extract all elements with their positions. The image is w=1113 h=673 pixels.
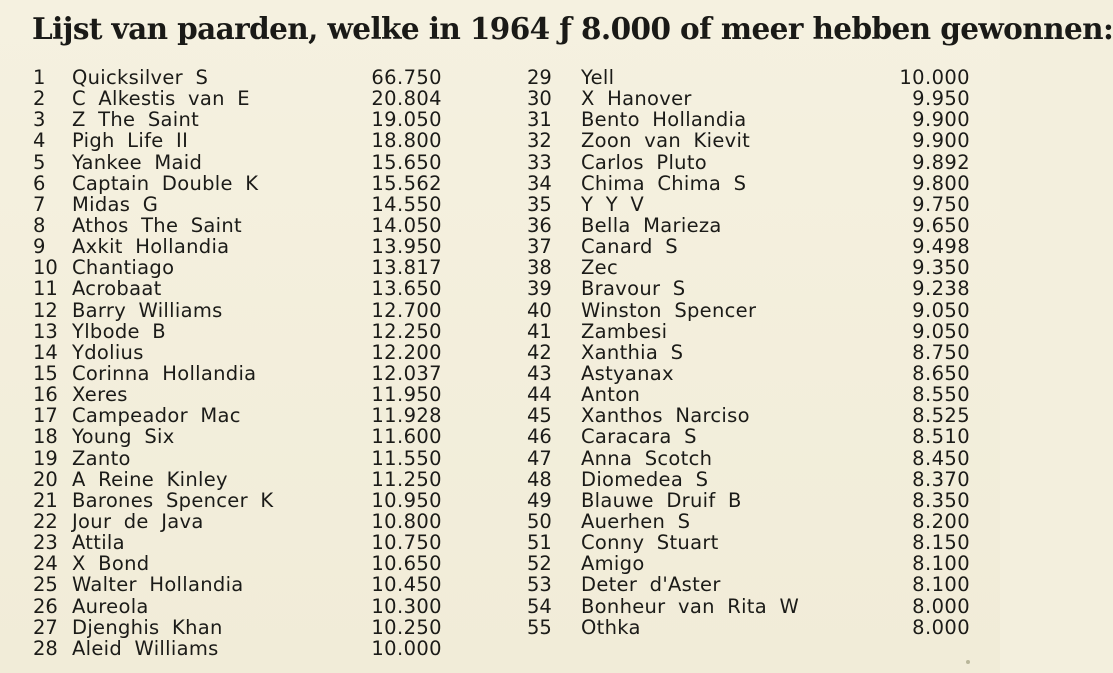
horse-rank: 11: [33, 277, 58, 301]
horse-name: Campeador Mac: [72, 404, 241, 428]
horse-row: [520, 488, 970, 512]
horse-winnings: 9.950: [912, 87, 970, 111]
horse-winnings: 12.700: [371, 298, 442, 322]
horse-rank: 54: [527, 594, 552, 618]
horse-row: [520, 340, 970, 364]
horse-rank: 35: [527, 192, 552, 216]
horse-row: [0, 300, 470, 321]
horse-winnings: 8.650: [912, 361, 970, 385]
horse-winnings: 10.000: [899, 66, 970, 89]
horse-row: [0, 215, 470, 236]
horse-rank: 48: [527, 467, 552, 491]
horse-winnings: 8.100: [912, 573, 970, 597]
horse-rank: 31: [527, 108, 552, 132]
horse-rank: 49: [527, 488, 552, 512]
horse-row: [520, 531, 970, 555]
horse-winnings: 9.050: [912, 319, 970, 343]
horse-row: [520, 235, 970, 259]
horse-row: [0, 638, 470, 659]
horse-row: [0, 596, 470, 617]
horse-rank: 36: [527, 213, 552, 237]
horse-rank: 13: [33, 319, 58, 343]
horse-winnings: 10.950: [371, 488, 442, 512]
horse-rank: 38: [527, 256, 552, 280]
horse-row: [520, 361, 970, 385]
horse-row: [520, 213, 970, 237]
horse-rank: 51: [527, 531, 552, 555]
horse-rank: 50: [527, 509, 552, 533]
horse-row: [520, 573, 970, 597]
horse-row: [0, 152, 470, 173]
horse-row: [520, 277, 970, 301]
horse-winnings: 9.238: [912, 277, 970, 301]
horse-row: [0, 173, 470, 194]
horse-rank: 26: [33, 594, 58, 618]
horse-rank: 30: [527, 87, 552, 111]
horse-row: [520, 467, 970, 491]
horse-rank: 5: [33, 150, 46, 174]
horse-name: Caracara S: [581, 425, 697, 449]
horse-winnings: 8.000: [912, 594, 970, 618]
horse-rank: 2: [33, 87, 46, 111]
horse-name: Deter d'Aster: [581, 573, 721, 597]
horse-winnings: 10.750: [371, 531, 442, 555]
horse-name: Aleid Williams: [72, 636, 219, 660]
horse-name: Carlos Pluto: [581, 150, 707, 174]
horse-winnings: 10.650: [371, 552, 442, 576]
horse-row: [520, 383, 970, 407]
horse-winnings: 8.150: [912, 531, 970, 555]
horse-rank: 42: [527, 340, 552, 364]
horse-row: [520, 509, 970, 533]
horse-rank: 25: [33, 573, 58, 597]
horse-row: [520, 425, 970, 449]
horse-row: [520, 171, 970, 195]
horse-rank: 19: [33, 446, 58, 470]
horse-name: Axkit Hollandia: [72, 235, 230, 259]
horse-name: Bella Marieza: [581, 213, 722, 237]
horse-row: [520, 446, 970, 470]
horse-rank: 8: [33, 213, 46, 237]
horse-row: [0, 384, 470, 405]
horse-rank: 37: [527, 235, 552, 259]
horse-rank: 3: [33, 108, 46, 132]
horse-rank: 1: [33, 66, 46, 89]
horse-name: Acrobaat: [72, 277, 162, 301]
horse-winnings: 9.050: [912, 298, 970, 322]
horse-name: Astyanax: [581, 361, 674, 385]
paper-speck: [966, 660, 970, 664]
horse-name: Xanthos Narciso: [581, 404, 750, 428]
horse-winnings: 11.950: [371, 383, 442, 407]
horse-row: [520, 129, 970, 153]
horse-winnings: 8.750: [912, 340, 970, 364]
horse-list-right-column: [520, 66, 970, 639]
horse-rank: 22: [33, 509, 58, 533]
horse-name: Young Six: [72, 425, 175, 449]
horse-rank: 34: [527, 171, 552, 195]
horse-row: [0, 617, 470, 638]
horse-row: [0, 194, 470, 215]
horse-rank: 15: [33, 361, 58, 385]
horse-name: Xeres: [72, 383, 128, 407]
horse-name: Aureola: [72, 594, 149, 618]
horse-winnings: 11.250: [371, 467, 442, 491]
horse-name: Corinna Hollandia: [72, 361, 257, 385]
horse-name: Zanto: [72, 446, 131, 470]
horse-name: Athos The Saint: [72, 213, 243, 237]
horse-winnings: 11.550: [371, 446, 442, 470]
horse-winnings: 15.562: [371, 171, 442, 195]
horse-row: [0, 532, 470, 553]
horse-name: X Hanover: [581, 87, 692, 111]
horse-name: Barones Spencer K: [72, 488, 274, 512]
horse-winnings: 9.800: [912, 171, 970, 195]
horse-row: [0, 236, 470, 257]
horse-rank: 17: [33, 404, 58, 428]
horse-winnings: 15.650: [371, 150, 442, 174]
horse-winnings: 19.050: [371, 108, 442, 132]
horse-rank: 21: [33, 488, 58, 512]
horse-rank: 29: [527, 66, 552, 89]
horse-winnings: 8.350: [912, 488, 970, 512]
horse-name: Othka: [581, 615, 641, 639]
horse-winnings: 8.200: [912, 509, 970, 533]
horse-row: [520, 552, 970, 576]
horse-row: [520, 108, 970, 132]
horse-winnings: 8.510: [912, 425, 970, 449]
horse-winnings: 20.804: [371, 87, 442, 111]
horse-winnings: 11.928: [371, 404, 442, 428]
horse-row: [0, 278, 470, 299]
horse-rank: 18: [33, 425, 58, 449]
horse-winnings: 8.525: [912, 404, 970, 428]
horse-name: A Reine Kinley: [72, 467, 228, 491]
horse-winnings: 10.300: [371, 594, 442, 618]
horse-rank: 27: [33, 615, 58, 639]
horse-winnings: 9.900: [912, 108, 970, 132]
horse-rank: 44: [527, 383, 552, 407]
horse-name: Chantiago: [72, 256, 175, 280]
horse-rank: 33: [527, 150, 552, 174]
horse-winnings: 9.350: [912, 256, 970, 280]
horse-rank: 14: [33, 340, 58, 364]
horse-row: [0, 130, 470, 151]
horse-winnings: 13.650: [371, 277, 442, 301]
page-title: Lijst van paarden, welke in 1964 ƒ 8.000 of meer hebben gewonnen:: [32, 11, 1113, 46]
horse-name: Anna Scotch: [581, 446, 713, 470]
horse-winnings: 8.370: [912, 467, 970, 491]
horse-list-left-column: [0, 67, 470, 659]
horse-winnings: 11.600: [371, 425, 442, 449]
horse-row: [520, 319, 970, 343]
horse-winnings: 9.750: [912, 192, 970, 216]
horse-row: [0, 405, 470, 426]
horse-winnings: 10.450: [371, 573, 442, 597]
horse-rank: 39: [527, 277, 552, 301]
horse-row: [0, 490, 470, 511]
horse-row: [0, 342, 470, 363]
horse-row: [0, 257, 470, 278]
horse-winnings: 10.000: [371, 636, 442, 660]
horse-name: Walter Hollandia: [72, 573, 244, 597]
horse-row: [0, 363, 470, 384]
horse-row: [520, 150, 970, 174]
horse-winnings: 10.250: [371, 615, 442, 639]
horse-row: [0, 321, 470, 342]
horse-winnings: 66.750: [371, 66, 442, 89]
horse-name: Z The Saint: [72, 108, 200, 132]
horse-winnings: 14.550: [371, 192, 442, 216]
horse-name: Yell: [581, 66, 615, 89]
horse-winnings: 9.900: [912, 129, 970, 153]
horse-name: Ylbode B: [72, 319, 166, 343]
horse-row: [0, 511, 470, 532]
horse-rank: 24: [33, 552, 58, 576]
horse-row: [520, 87, 970, 111]
horse-name: Ydolius: [72, 340, 144, 364]
horse-winnings: 13.817: [371, 256, 442, 280]
horse-name: Auerhen S: [581, 509, 691, 533]
horse-name: Xanthia S: [581, 340, 684, 364]
horse-name: Midas G: [72, 192, 159, 216]
horse-name: Diomedea S: [581, 467, 709, 491]
horse-rank: 28: [33, 636, 58, 660]
horse-winnings: 9.498: [912, 235, 970, 259]
horse-name: Bravour S: [581, 277, 686, 301]
horse-rank: 40: [527, 298, 552, 322]
horse-rank: 7: [33, 192, 46, 216]
horse-rank: 20: [33, 467, 58, 491]
horse-name: Zambesi: [581, 319, 668, 343]
horse-rank: 9: [33, 235, 46, 259]
horse-rank: 46: [527, 425, 552, 449]
horse-name: C Alkestis van E: [72, 87, 250, 111]
horse-name: Bonheur van Rita W: [581, 594, 800, 618]
horse-row: [0, 109, 470, 130]
horse-row: [520, 615, 970, 639]
horse-rank: 32: [527, 129, 552, 153]
horse-name: Captain Double K: [72, 171, 259, 195]
horse-winnings: 10.800: [371, 509, 442, 533]
horse-rank: 47: [527, 446, 552, 470]
horse-row: [520, 404, 970, 428]
horse-winnings: 9.892: [912, 150, 970, 174]
horse-name: Zec: [581, 256, 618, 280]
horse-rank: 23: [33, 531, 58, 555]
horse-winnings: 13.950: [371, 235, 442, 259]
horse-row: [0, 426, 470, 447]
horse-name: Jour de Java: [72, 509, 204, 533]
horse-row: [520, 298, 970, 322]
horse-row: [520, 66, 970, 89]
horse-rank: 10: [33, 256, 58, 280]
horse-name: Djenghis Khan: [72, 615, 223, 639]
horse-row: [0, 448, 470, 469]
horse-name: Amigo: [581, 552, 645, 576]
horse-name: Anton: [581, 383, 641, 407]
horse-name: Attila: [72, 531, 125, 555]
horse-winnings: 12.037: [371, 361, 442, 385]
horse-name: Quicksilver S: [72, 66, 209, 89]
horse-rank: 16: [33, 383, 58, 407]
horse-row: [0, 553, 470, 574]
horse-name: Blauwe Druif B: [581, 488, 742, 512]
horse-name: Conny Stuart: [581, 531, 719, 555]
horse-row: [0, 67, 470, 88]
horse-name: Barry Williams: [72, 298, 223, 322]
horse-winnings: 9.650: [912, 213, 970, 237]
horse-rank: 12: [33, 298, 58, 322]
horse-winnings: 12.200: [371, 340, 442, 364]
horse-winnings: 12.250: [371, 319, 442, 343]
horse-rank: 45: [527, 404, 552, 428]
horse-rank: 6: [33, 171, 46, 195]
horse-name: Canard S: [581, 235, 678, 259]
horse-name: Zoon van Kievit: [581, 129, 751, 153]
horse-rank: 41: [527, 319, 552, 343]
horse-name: Yankee Maid: [72, 150, 203, 174]
horse-winnings: 14.050: [371, 213, 442, 237]
horse-name: Y Y V: [581, 192, 645, 216]
horse-winnings: 18.800: [371, 129, 442, 153]
horse-rank: 4: [33, 129, 46, 153]
horse-name: Pigh Life II: [72, 129, 189, 153]
horse-rank: 53: [527, 573, 552, 597]
horse-rank: 52: [527, 552, 552, 576]
horse-name: X Bond: [72, 552, 150, 576]
horse-winnings: 8.000: [912, 615, 970, 639]
horse-name: Bento Hollandia: [581, 108, 747, 132]
horse-name: Chima Chima S: [581, 171, 747, 195]
horse-row: [0, 574, 470, 595]
horse-rank: 55: [527, 615, 552, 639]
horse-rank: 43: [527, 361, 552, 385]
horse-winnings: 8.100: [912, 552, 970, 576]
horse-row: [520, 594, 970, 618]
horse-winnings: 8.550: [912, 383, 970, 407]
horse-name: Winston Spencer: [581, 298, 757, 322]
horse-winnings: 8.450: [912, 446, 970, 470]
horse-row: [520, 192, 970, 216]
horse-row: [0, 88, 470, 109]
horse-row: [0, 469, 470, 490]
horse-row: [520, 256, 970, 280]
